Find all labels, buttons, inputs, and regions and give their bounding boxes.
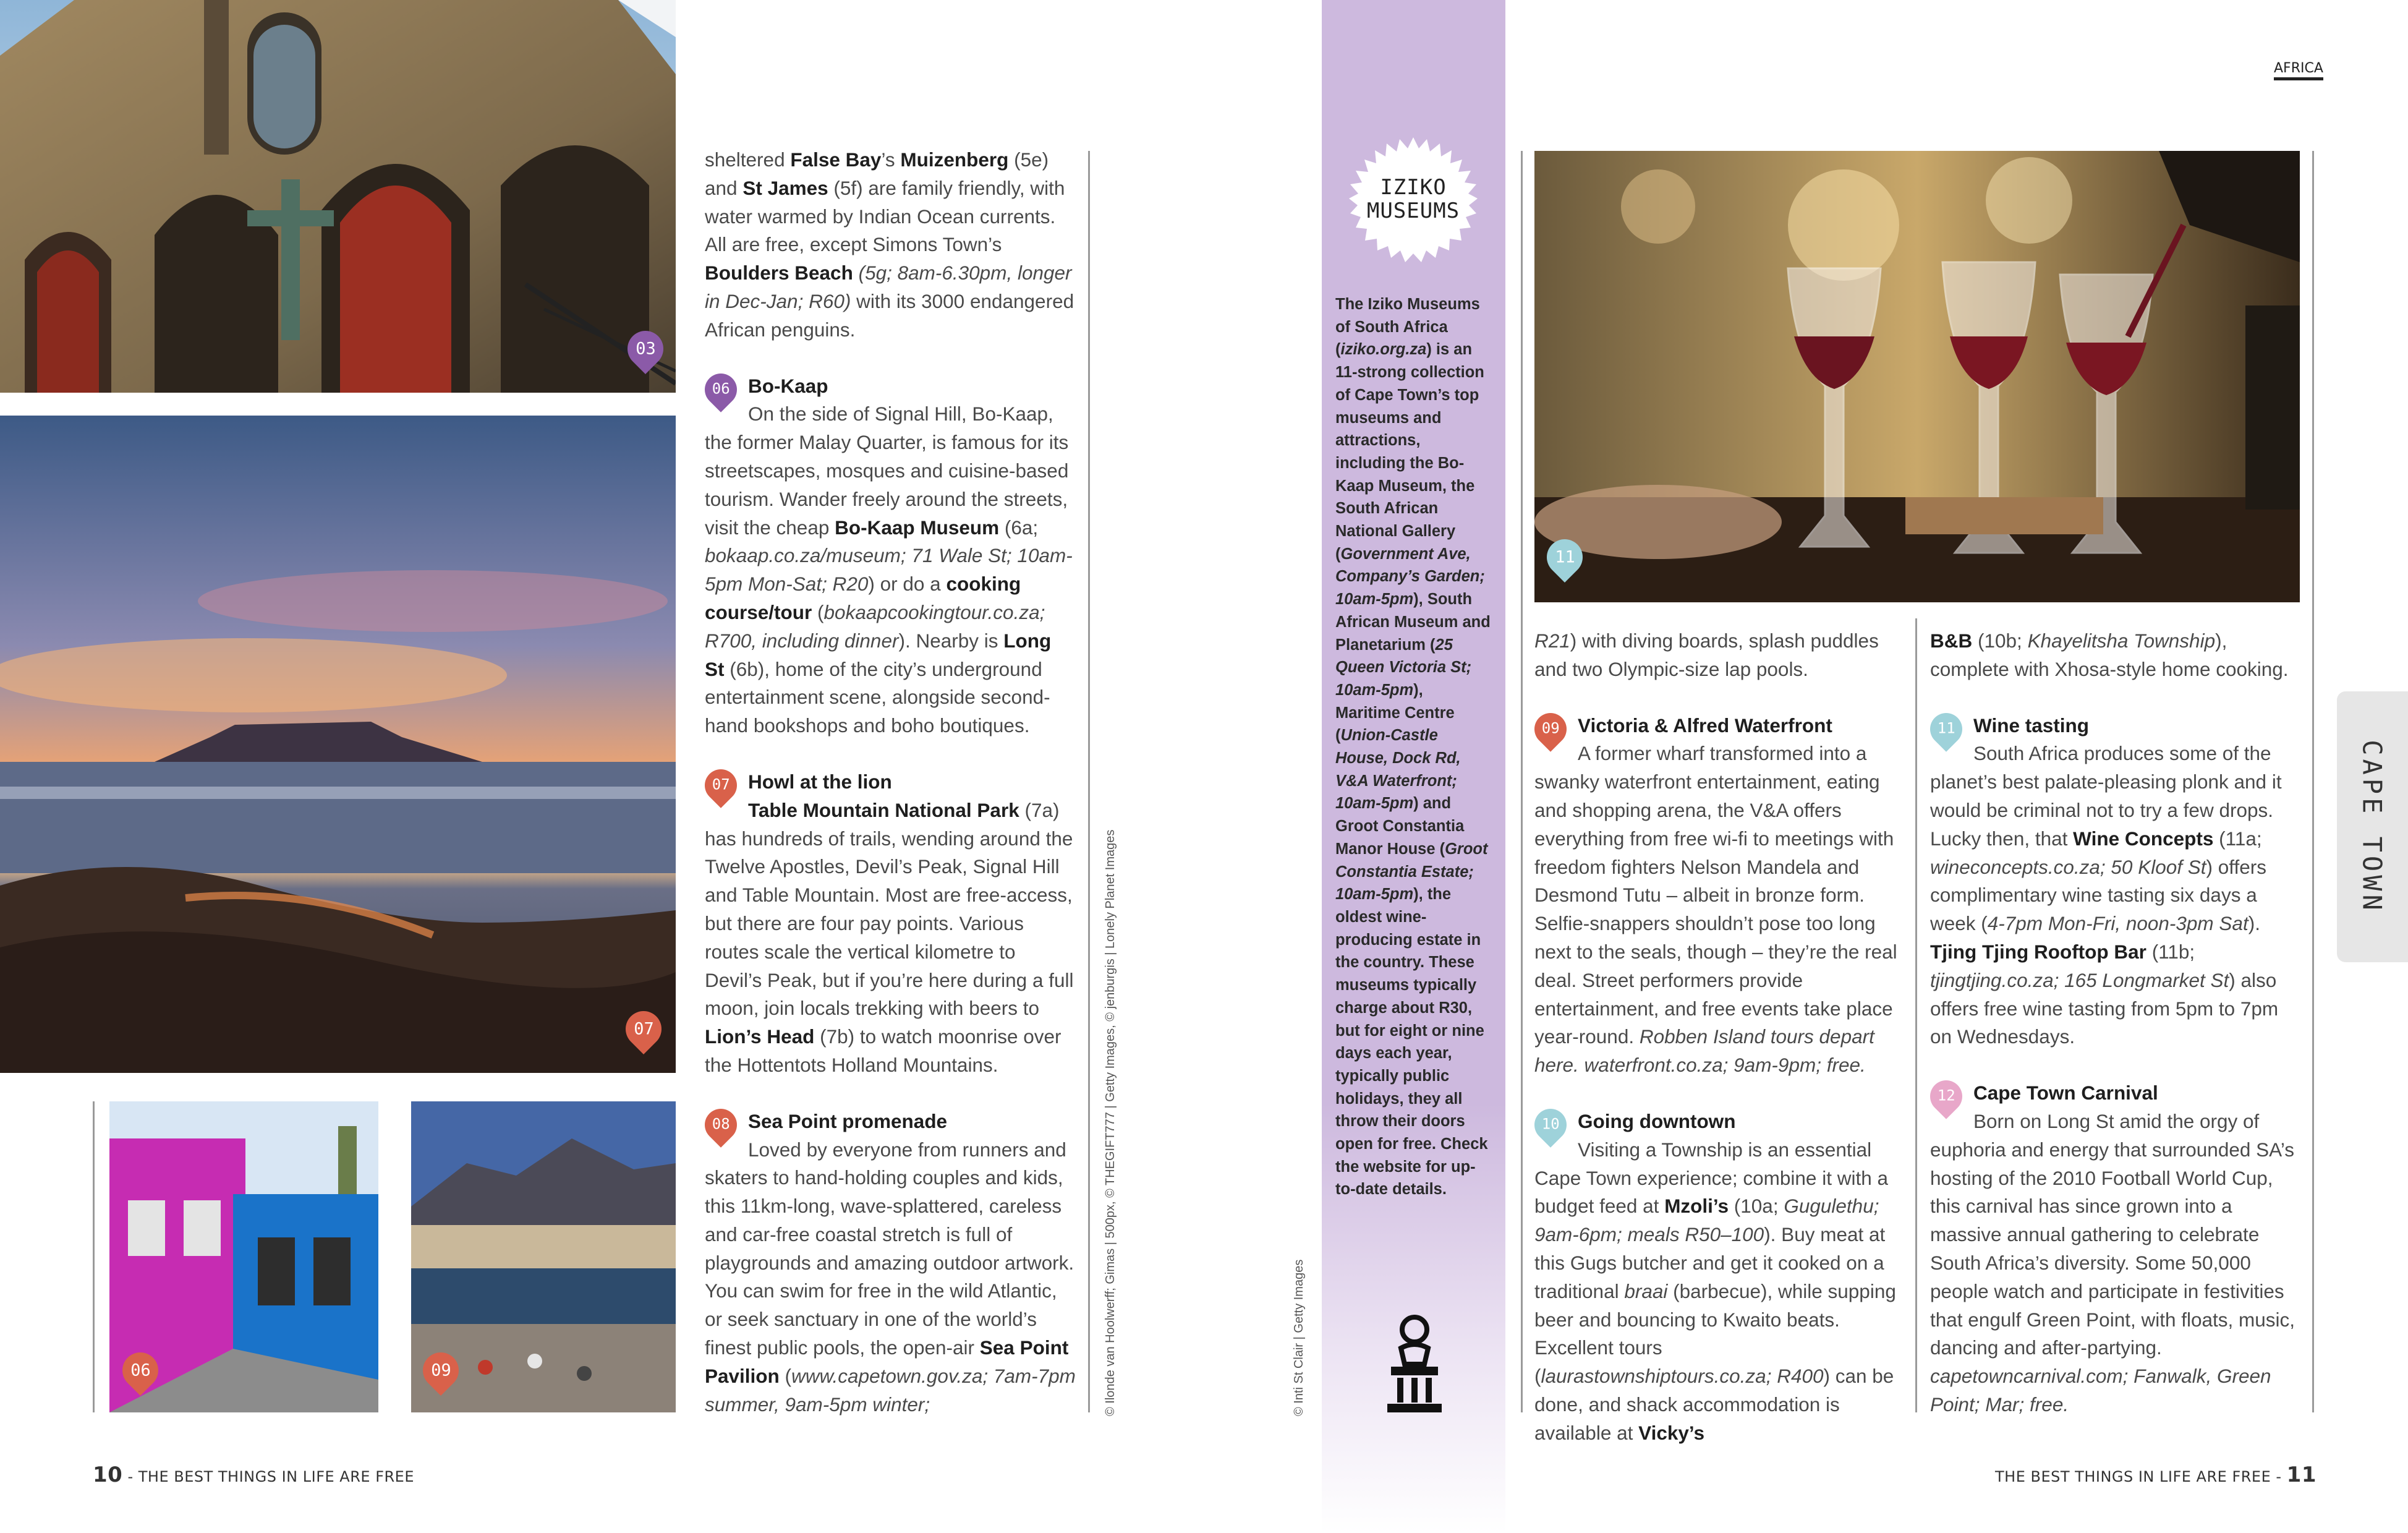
photo-badge-06: 06 (115, 1345, 166, 1396)
map-pin-icon: 10 (1528, 1102, 1573, 1148)
column-rule (93, 1101, 95, 1412)
right-text-column-2 (1930, 627, 2301, 1447)
section-10: 10 Going downtown Visiting a Township is an essential Cape Town experience; combine it with a budget feed at Mzoli’s (10a; Gugulethu; 9am-6pm; meals R50–100). Buy meat at this Gugs butcher and get it cooked on a traditional braai (barbecue), while supping beer and bouncing to Kwaito beats. Excellent tours (laurastownshiptours.co.za; R400) can be done, and shack accommodation is available at Vicky’s (1534, 1108, 1903, 1448)
footer-right: THE BEST THINGS IN LIFE ARE FREE - 11 (1995, 1463, 2317, 1487)
right-text-column-1 (1534, 627, 1903, 1475)
page-number-left: 10 (93, 1463, 123, 1487)
left-text-column (705, 146, 1076, 1446)
continuation-paragraph: B&B (10b; Khayelitsha Township), complete with Xhosa-style home cooking. (1930, 630, 2289, 680)
map-pin-icon: 06 (698, 367, 744, 412)
section-09: 09 Victoria & Alfred Waterfront A former wharf transformed into a swanky waterfront entertainment, eating and shopping arena, the V&A offers everything from free wi-fi to meetings with freedom fighters Nelson Mandela and Desmond Tutu – albeit in bronze form. Selfie-snappers shouldn’t pose too long next to the seals, though – they’re the real deal. Street performers provide entertainment, and free events take place year-round. Robben Island tours depart here. waterfront.co.za; 9am-9pm; free. (1534, 712, 1903, 1080)
continuation-paragraph: R21) with diving boards, splash puddles and two Olympic-size lap pools. (1534, 630, 1879, 680)
chapter-side-tab-label: CAPE TOWN (2357, 740, 2388, 914)
photo-badge-09: 09 (415, 1345, 466, 1396)
column-rule (2312, 151, 2314, 1412)
page-number-right: 11 (2286, 1463, 2317, 1487)
map-pin-icon: 11 (1923, 706, 1969, 752)
column-rule (1915, 618, 1917, 1412)
iziko-badge (1349, 137, 1478, 266)
section-08: 08 Sea Point promenade Loved by everyone from runners and skaters to hand-holding couples and kids, this 11km-long, wave-splattered, careless and car-free coastal stretch is full of playgrounds and amazing outdoor artwork. You can swim for free in the wild Atlantic, or seek sanctuary in one of the world’s finest public pools, the open-air Sea Point Pavilion (www.capetown.gov.za; 7am-7pm summer, 9am-5pm winter; (705, 1108, 1076, 1419)
church-photo (0, 0, 676, 393)
iziko-badge-line2: MUSEUMS (1366, 199, 1460, 223)
museum-bust-icon (1384, 1311, 1445, 1416)
section-06: 06 Bo-Kaap On the side of Signal Hill, Bo-Kaap, the former Malay Quarter, is famous for its streetscapes, mosques and cuisine-based tourism. Wander freely around the streets, visit the cheap Bo-Kaap Museum (6a; bokaap.co.za/museum; 71 Wale St; 10am-5pm Mon-Sat; R20) or do a cooking course/tour (bokaapcookingtour.co.za; R700, including dinner). Nearby is Long St (6b), home of the city’s underground entertainment scene, alongside second-hand bookshops and boho boutiques. (705, 372, 1076, 740)
section-label: AFRICA (2274, 61, 2323, 80)
map-pin-icon: 12 (1923, 1074, 1969, 1119)
photo-badge-11: 11 (1539, 532, 1590, 583)
photo-credit-left: © Ilonde van Hoolwerff; Gimas | 500px, © THEGIFT777 | Getty Images, © jenburgis | Lonely Planet Images (1104, 829, 1117, 1416)
photo-credit-middle: © Inti St Clair | Getty Images (1292, 1259, 1306, 1416)
column-rule (1088, 151, 1090, 1412)
intro-paragraph: sheltered False Bay’s Muizenberg (5e) and St James (5f) are family friendly, with water warmed by Indian Ocean currents. All are free, except Simons Town’s Boulders Beach (5g; 8am-6.30pm, longer in Dec-Jan; R60) with its 3000 endangered African penguins. (705, 148, 1074, 341)
photo-badge-07: 07 (618, 1004, 669, 1054)
section-07: 07 Howl at the lion Table Mountain National Park (7a) has hundreds of trails, wending around the Twelve Apostles, Devil’s Peak, Signal Hill and Table Mountain. Most are free-access, but there are four pay points. Various routes scale the vertical kilometre to Devil’s Peak, but if you’re here during a full moon, join locals trekking with beers to Lion’s Head (7b) to watch moonrise over the Hottentots Holland Mountains. (705, 768, 1076, 1080)
map-pin-icon: 08 (698, 1102, 744, 1148)
column-rule (1521, 151, 1523, 1412)
map-pin-icon: 09 (1528, 706, 1573, 752)
photo-badge-03: 03 (620, 323, 671, 374)
section-11: 11 Wine tasting South Africa produces some of the planet’s best palate-pleasing plonk and it would be criminal not to try a few drops. Lucky then, that Wine Concepts (11a; wineconcepts.co.za; 50 Kloof St) offers complimentary wine tasting six days a week (4-7pm Mon-Fri, noon-3pm Sat). Tjing Tjing Rooftop Bar (11b; tjingtjing.co.za; 165 Longmarket St) also offers free wine tasting from 5pm to 7pm on Wednesdays. (1930, 712, 2301, 1052)
section-12: 12 Cape Town Carnival Born on Long St amid the orgy of euphoria and energy that surrounded SA’s hosting of the 2010 Football World Cup, this carnival has since grown into a massive annual gathering to celebrate South Africa’s diversity. Some 50,000 people watch and participate in festivities that engulf Green Point, with floats, music, dancing and after-partying. capetowncarnival.com; Fanwalk, Green Point; Mar; free. (1930, 1079, 2301, 1419)
chapter-side-tab[interactable] (2337, 691, 2408, 962)
table-mountain-photo (0, 416, 676, 1073)
iziko-body: The Iziko Museums of South Africa (iziko.org.za) is an 11-strong collection of Cape Town’s top museums and attractions, including the Bo-Kaap Museum, the South African National Gallery (Government Ave, Company’s Garden; 10am-5pm), South African Museum and Planetarium (25 Queen Victoria St; 10am-5pm), Maritime Centre (Union-Castle House, Dock Rd, V&A Waterfront; 10am-5pm) and Groot Constantia Manor House (Groot Constantia Estate; 10am-5pm), the oldest wine-producing estate in the country. These museums typically charge about R30, but for eight or nine days each year, typically public holidays, they all throw their doors open for free. Check the website for up-to-date details. (1335, 296, 1491, 1198)
map-pin-icon: 07 (698, 762, 744, 808)
iziko-badge-line1: IZIKO (1380, 175, 1447, 200)
wine-tasting-photo (1534, 151, 2300, 602)
footer-left: 10 - THE BEST THINGS IN LIFE ARE FREE (93, 1463, 414, 1487)
